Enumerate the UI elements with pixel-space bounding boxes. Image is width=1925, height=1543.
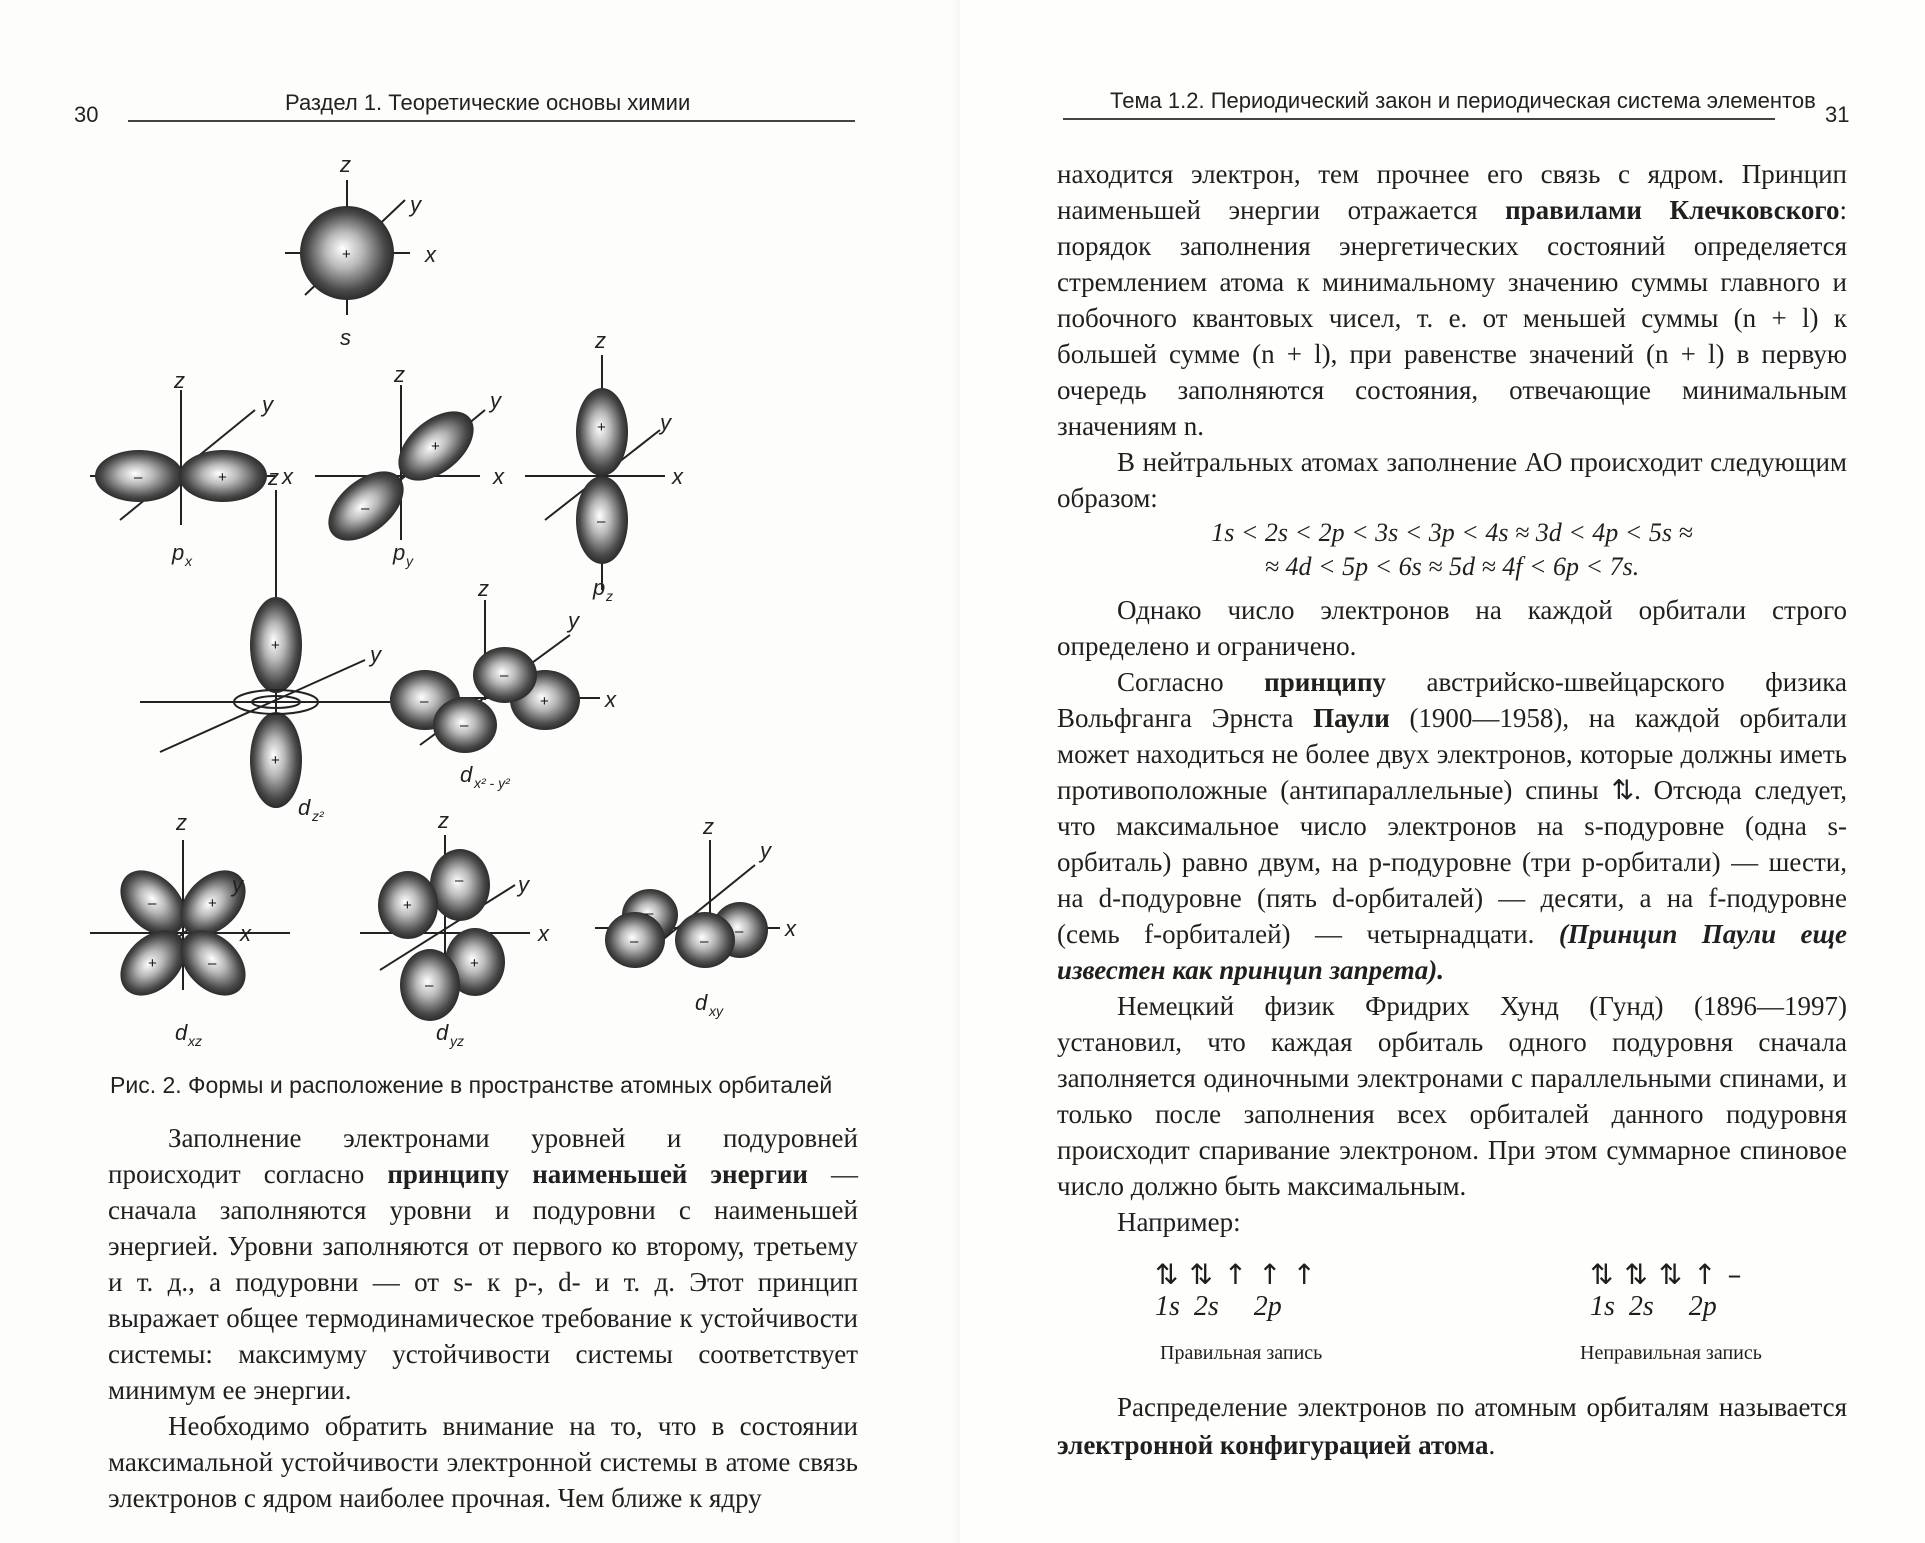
dx2y2-axis-x: x (605, 687, 616, 712)
dyz-orbital (360, 808, 550, 1049)
dyz-plus-tl: + (403, 897, 412, 914)
dz2-label: d (298, 795, 311, 820)
left-running-head: Раздел 1. Теоретические основы химии (285, 90, 691, 115)
dz2-plus-bottom: + (271, 752, 280, 769)
right-paragraph-3: Однако число электронов на каждой орбитали строго определено и ограничено. (1057, 595, 1847, 661)
dxz-axis-x: x (240, 921, 251, 946)
right-body-text (1057, 156, 1847, 1240)
s-axis-x: x (425, 242, 436, 267)
dxz-plus-bl: + (148, 955, 157, 972)
dxz-plus-tr: + (208, 895, 217, 912)
right-page (960, 0, 1925, 1543)
dyz-sub: yz (450, 1033, 464, 1049)
dyz-minus-bl: – (425, 977, 434, 994)
pz-plus: + (597, 419, 606, 436)
dx2y2-minus-front: – (460, 717, 469, 734)
dxy-minus-left: – (630, 933, 639, 950)
s-label: s (340, 325, 351, 350)
py-minus: – (361, 500, 370, 517)
right-p1-bold: правилами Клечковского (1505, 195, 1840, 225)
px-axis-y: y (262, 392, 273, 417)
dx2y2-label: d (460, 762, 473, 787)
dxz-orbital (90, 810, 290, 1049)
formula-line-1: 1s < 2s < 2p < 3s < 3p < 4s ≈ 3d < 4p < 5s ≈ (1211, 518, 1693, 547)
right-p4-c: австрийско-швейцарского физика Вольфганга Эрнста (1057, 667, 1847, 733)
s-axis-y: y (410, 192, 421, 217)
final-a: Распределение электронов по атомным орбиталям называется (1117, 1392, 1847, 1422)
right-head-rule (1063, 118, 1775, 120)
left-p1-a: Заполнение электронами уровней и подуровней происходит согласно (108, 1123, 858, 1189)
dxy-minus-right: – (700, 933, 709, 950)
py-label: p (393, 540, 406, 565)
dx2y2-axis-z: z (478, 576, 489, 601)
dxy-label: d (695, 990, 708, 1015)
example-label: Например: (1117, 1207, 1241, 1237)
px-plus: + (218, 469, 227, 486)
final-paragraph (1057, 1388, 1847, 1464)
correct-config (1155, 1258, 1317, 1323)
dxz-label: d (175, 1020, 188, 1045)
wrong-config (1590, 1258, 1742, 1323)
dyz-axis-z: z (438, 808, 449, 833)
figure-caption (110, 1072, 832, 1099)
pz-minus: – (597, 513, 606, 530)
s-plus: + (342, 246, 351, 263)
correct-config-label: Правильная запись (1160, 1342, 1323, 1364)
dxy-axis-z: z (703, 814, 714, 839)
dyz-minus-tr: – (455, 872, 464, 889)
left-body-text (108, 1120, 858, 1516)
dxy-minus-right-back: – (735, 923, 744, 940)
left-page (0, 0, 960, 1543)
orbitals-figure-svg (90, 140, 880, 1050)
px-label: p (172, 540, 185, 565)
formula-line-2: ≈ 4d < 5p < 6s ≈ 5d ≈ 4f < 6p < 7s. (1264, 552, 1640, 581)
s-axis-z: z (340, 152, 351, 177)
dxz-minus-br: – (208, 955, 217, 972)
py-axis-y: y (490, 388, 501, 413)
px-minus: – (134, 469, 143, 486)
right-paragraph-4 (1057, 664, 1847, 988)
pz-axis-x: x (672, 464, 683, 489)
dxy-minus-back: – (645, 905, 654, 922)
pz-label: p (593, 575, 606, 600)
dxz-axis-y: y (232, 872, 243, 897)
pz-axis-z: z (595, 328, 606, 353)
dz2-plus-top: + (271, 637, 280, 654)
caption-text: Формы и расположение в пространстве атомных орбиталей (188, 1072, 833, 1098)
dyz-axis-y: y (518, 872, 529, 897)
left-head-rule (128, 120, 855, 122)
left-p1-c: — сначала заполняются уровни и подуровни с наименьшей энергией. Уровни заполняются от первого ко второму, третьему и т. д., а подуровни — от s- к p-, d- и т. д. Этот принцип выражает общее термодинамическое требование к устойчивости системы: максимуму устойчивости системы соответствует минимум ее энергии. (108, 1159, 858, 1405)
dx2y2-minus-left: – (420, 693, 429, 710)
dx2y2-axis-y: y (568, 608, 579, 633)
final-bold: электронной конфигурацией атома (1057, 1430, 1489, 1460)
right-p4-bold-1: принципу (1264, 667, 1386, 697)
dxz-axis-z: z (176, 810, 187, 835)
dyz-plus-br: + (470, 955, 479, 972)
dx2y2-sub: x² - y² (474, 775, 510, 791)
right-p1-c: : порядок заполнения энергетических состояний определяется стремлением атома к минимальному значению суммы главного и побочного квантовых чисел, т. е. от меньшей суммы (n + l) к большей сумме (n + l), при равенстве значений (n + l) в первую очередь заполняются состояния, отвечающие минимальным значениям n. (1057, 195, 1847, 441)
py-plus: + (431, 438, 440, 455)
dyz-axis-x: x (538, 921, 549, 946)
pz-orbital (525, 328, 684, 604)
dyz-label: d (436, 1020, 449, 1045)
py-sub: y (406, 553, 413, 569)
py-orbital (315, 362, 505, 569)
dxy-sub: xy (709, 1003, 723, 1019)
dx2y2-plus-right: + (540, 693, 549, 710)
dx2y2-minus-back: – (500, 667, 509, 684)
right-paragraph-2: В нейтральных атомах заполнение АО происходит следующим образом: (1057, 447, 1847, 513)
caption-prefix: Рис. 2. (110, 1072, 182, 1098)
dxy-axis-x: x (785, 916, 796, 941)
right-running-head: Тема 1.2. Периодический закон и периодическая система элементов (1110, 88, 1816, 113)
s-orbital (285, 152, 437, 350)
pz-sub: z (606, 588, 613, 604)
right-p4-bold-2: Паули (1313, 703, 1390, 733)
dxy-orbital (595, 814, 797, 1019)
right-paragraph-5: Немецкий физик Фридрих Хунд (Гунд) (1896—1997) установил, что каждая орбиталь одного подуровня сначала заполняется одиночными электронами с параллельными спинами, и только после заполнения всех орбиталей данного подуровня происходит спаривание электроном. При этом суммарное спиновое число должно быть максимальным. (1057, 991, 1847, 1201)
right-p4-italic: (Принцип Паули еще известен как принцип запрета). (1057, 919, 1847, 985)
right-p4-e: (1900—1958), на каждой орбитали может находиться не более двух электронов, которые должны иметь противоположные (антипараллельные) спины ⇅. Отсюда следует, что максимальное число электронов на s-подуровне (одна s-орбиталь) равно двум, на p-подуровне (три p-орбитали) — шести, на d-подуровне (пять d-орбиталей) — десяти, а на f-подуровне (семь f-орбиталей) — четырнадцати. (1057, 703, 1847, 949)
dxz-sub: xz (188, 1033, 202, 1049)
dxy-axis-y: y (760, 838, 771, 863)
left-page-number: 30 (74, 102, 99, 127)
right-paragraph-1 (1057, 156, 1847, 444)
dx2y2-orbital (390, 576, 617, 791)
klechkovsky-formula (1057, 516, 1847, 584)
wrong-config-label: Неправильная запись (1580, 1342, 1762, 1364)
py-axis-z: z (394, 362, 405, 387)
px-orbital (90, 368, 294, 569)
correct-arrows: ⇅ ⇅ ↑ ↑ ↑ (1155, 1258, 1317, 1291)
left-paragraph-2: Необходимо обратить внимание на то, что в состоянии максимальной устойчивости электронной системы в атоме связь электронов с ядром наиболее прочная. Чем ближе к ядру (108, 1411, 858, 1513)
left-paragraph-1 (108, 1120, 858, 1408)
dz2-sub: z² (312, 808, 324, 824)
right-p1-a: находится электрон, тем прочнее его связь с ядром. Принцип наименьшей энергии отражается (1057, 159, 1847, 225)
dxz-minus-tl: – (148, 895, 157, 912)
px-sub: x (185, 553, 192, 569)
left-p1-bold: принципу наименьшей энергии (387, 1159, 808, 1189)
wrong-levels: 1s 2s 2p (1590, 1291, 1717, 1322)
correct-levels: 1s 2s 2p (1155, 1291, 1282, 1322)
orbitals-figure (90, 140, 880, 1050)
right-page-number: 31 (1825, 102, 1850, 127)
px-axis-x: x (282, 464, 293, 489)
px-axis-z: z (174, 368, 185, 393)
wrong-arrows: ⇅ ⇅ ⇅ ↑ – (1590, 1258, 1743, 1291)
dz2-axis-z: z (268, 465, 279, 490)
right-p4-a: Согласно (1117, 667, 1265, 697)
pz-axis-y: y (660, 410, 671, 435)
py-axis-x: x (493, 464, 504, 489)
dz2-axis-y: y (370, 642, 381, 667)
final-c: . (1488, 1430, 1496, 1460)
